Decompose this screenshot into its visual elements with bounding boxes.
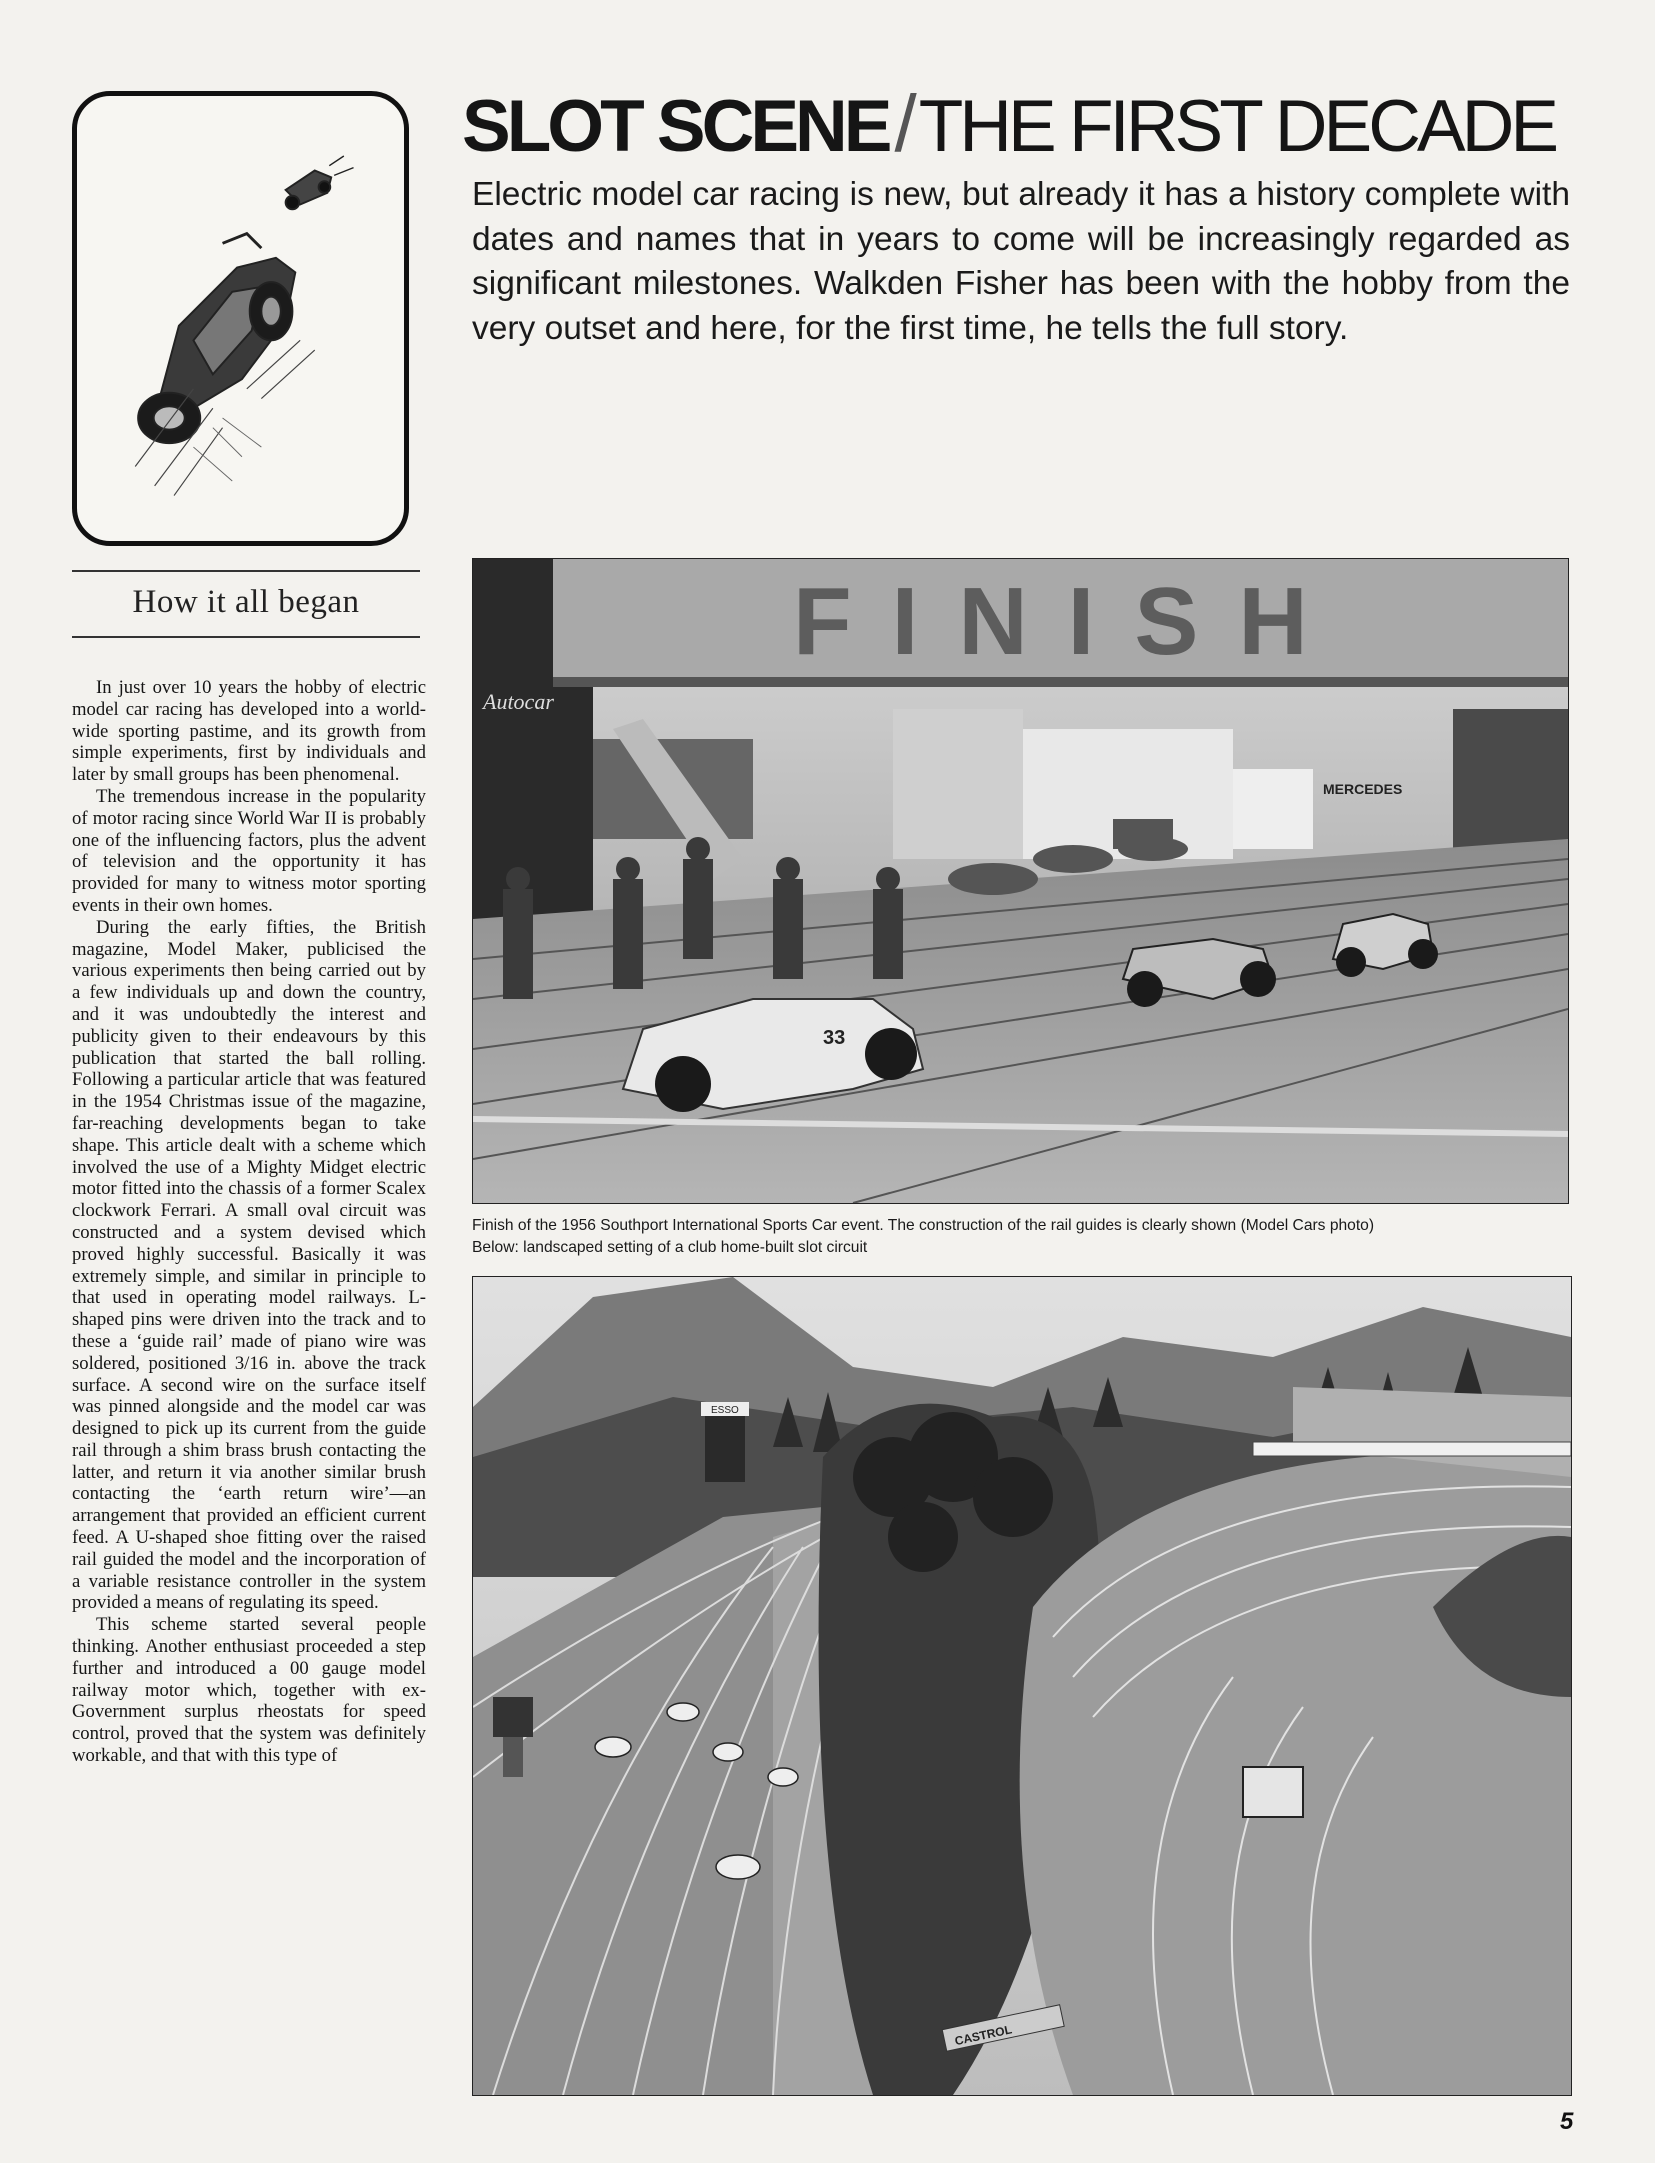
caption-line-2: Below: landscaped setting of a club home-built slot circuit — [472, 1239, 868, 1256]
photo-caption — [472, 1215, 1572, 1259]
heading-rule-top — [72, 570, 420, 572]
car-number: 33 — [823, 1027, 846, 1049]
article-headline — [462, 79, 1572, 168]
article-body — [72, 677, 426, 1767]
body-paragraph: This scheme started several people thinking. Another enthusiast proceeded a step further and introduced a 00 gauge model railway motor which, together with ex-Government surplus rheostats for speed control, proved that the system was definitely workable, and that with this type of — [72, 1614, 426, 1767]
autocar-sign: Autocar — [483, 689, 554, 714]
page-number: 5 — [1560, 2108, 1574, 2135]
finish-line-photo — [472, 558, 1569, 1204]
article-intro: Electric model car racing is new, but already it has a history complete with dates and names that in years to come will be increasingly regarded as significant milestones. Walkden Fisher has been with the hobby from the very outset and here, for the first time, he tells the full story. — [472, 176, 1570, 347]
mercedes-sign: MERCEDES — [1323, 781, 1403, 797]
hoarding-sign: CASTROL — [953, 2022, 1014, 2049]
vintage-race-car-sketch — [77, 96, 404, 541]
body-paragraph: The tremendous increase in the popularity of motor racing since World War II is probably one of the influencing factors, plus the advent of television and the opportunity it has provided for many to witness motor sporting events in their own homes. — [72, 785, 426, 916]
headline-subtitle: THE FIRST DECADE — [918, 86, 1556, 167]
headline-series: SLOT SCENE — [462, 86, 889, 167]
heading-rule-bottom — [72, 636, 420, 638]
section-heading: How it all began — [132, 584, 360, 620]
landscaped-circuit-photo — [472, 1276, 1572, 2096]
tower-sign: ESSO — [711, 1405, 739, 1416]
finish-banner-text: FINISH — [793, 568, 1348, 675]
body-paragraph: During the early fifties, the British magazine, Model Maker, publicised the various experiments then being carried out by a few individuals up and down the country, and it was undoubtedly the interest and publicity given to their endeavours by this publication that started the ball rolling. Following a particular article that was featured in the 1954 Christmas issue of the magazine, far-reaching developments began to take shape. This article dealt with a scheme which involved the use of a Mighty Midget electric motor fitted into the chassis of a former Scalex clockwork Ferrari. A small oval circuit was constructed and a system devised which proved highly successful. Basically it was extremely simple, and similar in principle to that used in operating model railways. L-shaped pins were driven into the track and to these a ‘guide rail’ made of piano wire was soldered, positioned 3/16 in. above the track surface. A second wire on the surface itself was pinned alongside and the model car was designed to pick up its current from the guide rail through a shim brass brush contacting the latter, and return it via another similar brush contacting the ‘earth return wire’—an arrangement that provided an efficient current feed. A U-shaped shoe fitting over the raised rail guided the model and the incorporation of a variable resistance controller in the system provided a means of regulating its speed. — [72, 916, 426, 1614]
body-paragraph: In just over 10 years the hobby of electric model car racing has developed into a world-wide sporting pastime, and its growth from simple experiments, first by individuals and later by small groups has been phenomenal. — [72, 677, 426, 786]
caption-line-1: Finish of the 1956 Southport International Sports Car event. The construction of the rail guides is clearly shown (Model Cars photo) — [472, 1217, 1375, 1234]
racing-car-illustration — [72, 91, 409, 546]
headline-slash: / — [894, 79, 913, 168]
